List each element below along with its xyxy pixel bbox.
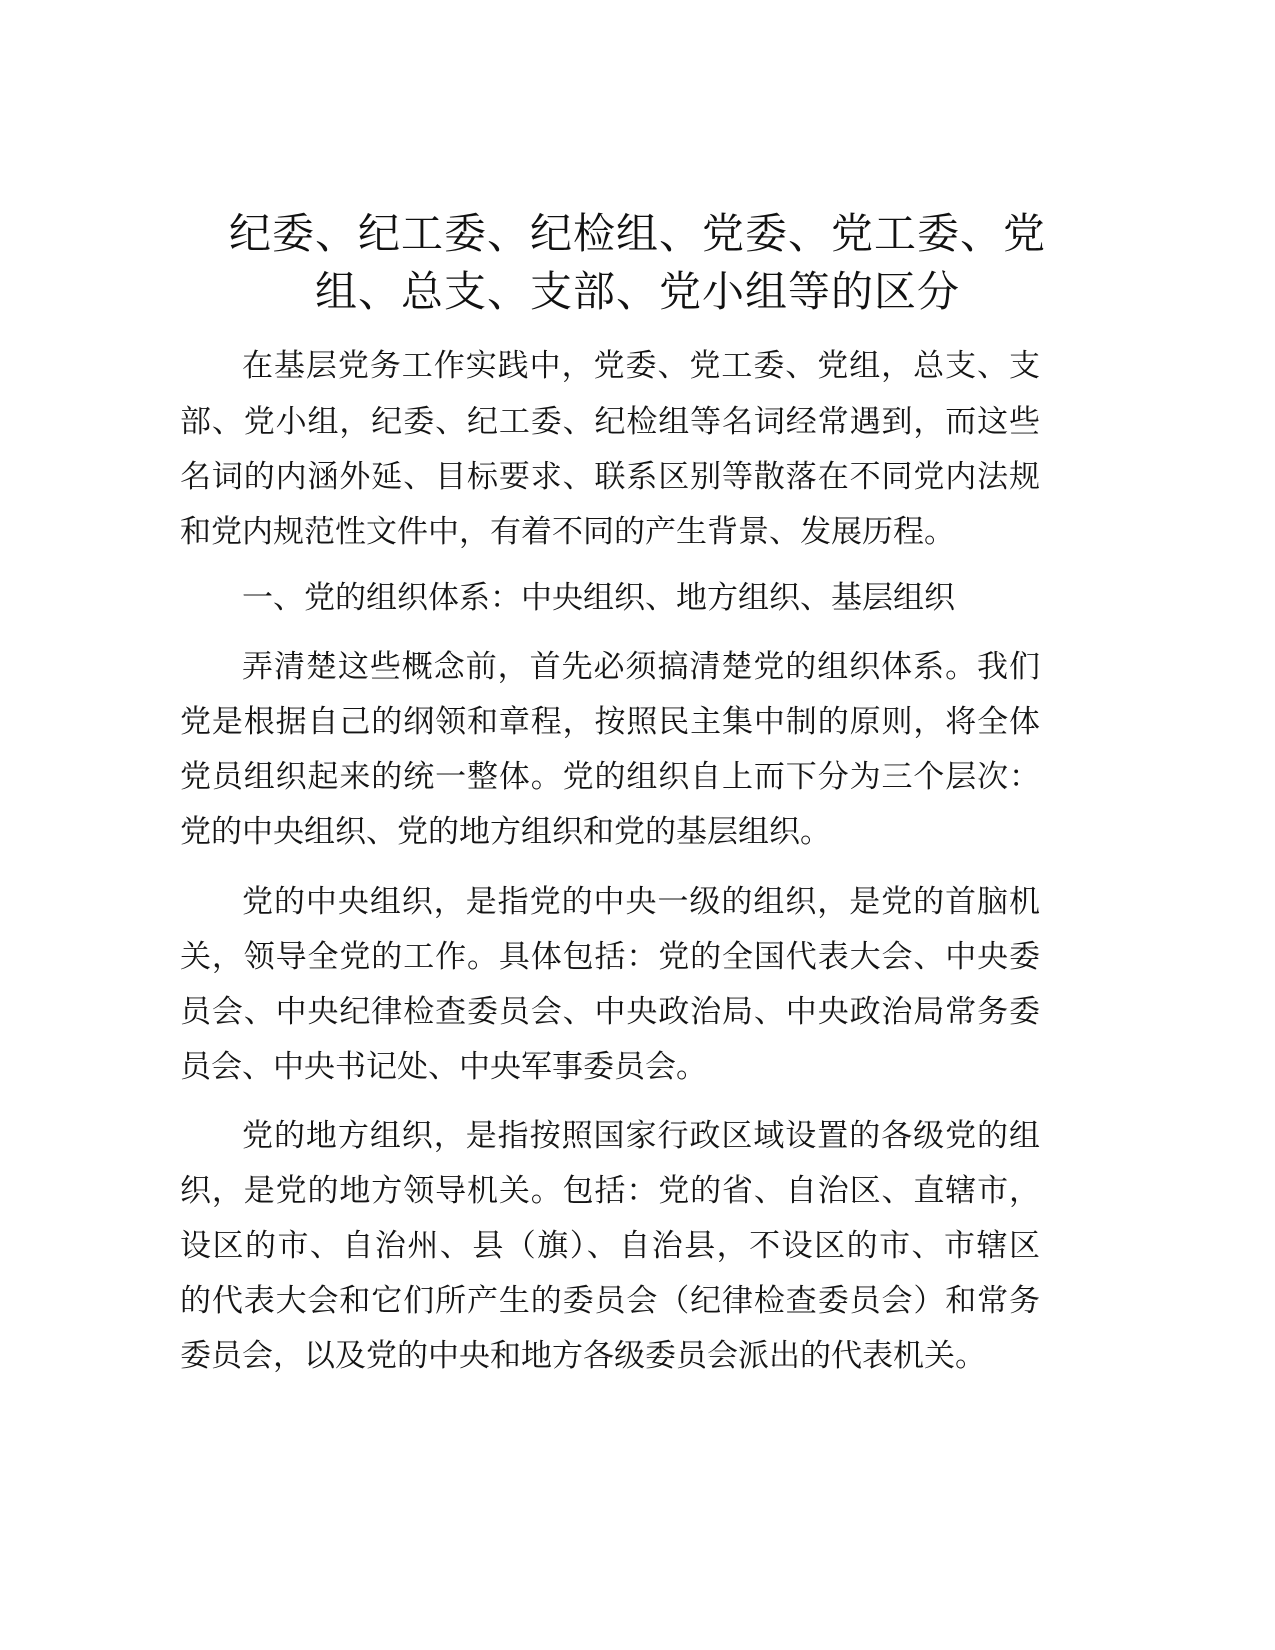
text-line: 员会、中央书记处、中央军事委员会。 — [180, 1049, 707, 1085]
text-line: 党员组织起来的统一整体。党的组织自上而下分为三个层次： — [180, 759, 1040, 795]
text-line: 关，领导全党的工作。具体包括：党的全国代表大会、中央委 — [180, 939, 1040, 975]
text-line: 织，是党的地方领导机关。包括：党的省、自治区、直辖市， — [180, 1173, 1040, 1209]
text-line: 党是根据自己的纲领和章程，按照民主集中制的原则，将全体 — [180, 704, 1040, 740]
section-heading-text: 一、党的组织体系：中央组织、地方组织、基层组织 — [242, 580, 955, 616]
text-line: 党的地方组织，是指按照国家行政区域设置的各级党的组 — [242, 1118, 1040, 1154]
title-line-2: 组、总支、支部、党小组等的区分 — [314, 267, 960, 316]
text-line: 党的中央组织、党的地方组织和党的基层组织。 — [180, 814, 831, 850]
text-line: 设区的市、自治州、县（旗）、自治县，不设区的市、市辖区 — [180, 1228, 1040, 1264]
text-line: 弄清楚这些概念前，首先必须搞清楚党的组织体系。我们 — [242, 649, 1040, 685]
text-line: 党的中央组织，是指党的中央一级的组织，是党的首脑机 — [242, 884, 1040, 920]
text-line: 和党内规范性文件中，有着不同的产生背景、发展历程。 — [180, 514, 955, 550]
text-line: 在基层党务工作实践中，党委、党工委、党组，总支、支 — [242, 348, 1040, 384]
text-line: 的代表大会和它们所产生的委员会（纪律检查委员会）和常务 — [180, 1283, 1040, 1319]
title-line-1: 纪委、纪工委、纪检组、党委、党工委、党 — [228, 209, 1046, 258]
text-line: 员会、中央纪律检查委员会、中央政治局、中央政治局常务委 — [180, 994, 1040, 1030]
document-title — [0, 205, 1275, 321]
text-line: 委员会，以及党的中央和地方各级委员会派出的代表机关。 — [180, 1338, 986, 1374]
text-line: 名词的内涵外延、目标要求、联系区别等散落在不同党内法规 — [180, 459, 1040, 495]
text-line: 部、党小组，纪委、纪工委、纪检组等名词经常遇到，而这些 — [180, 404, 1040, 440]
